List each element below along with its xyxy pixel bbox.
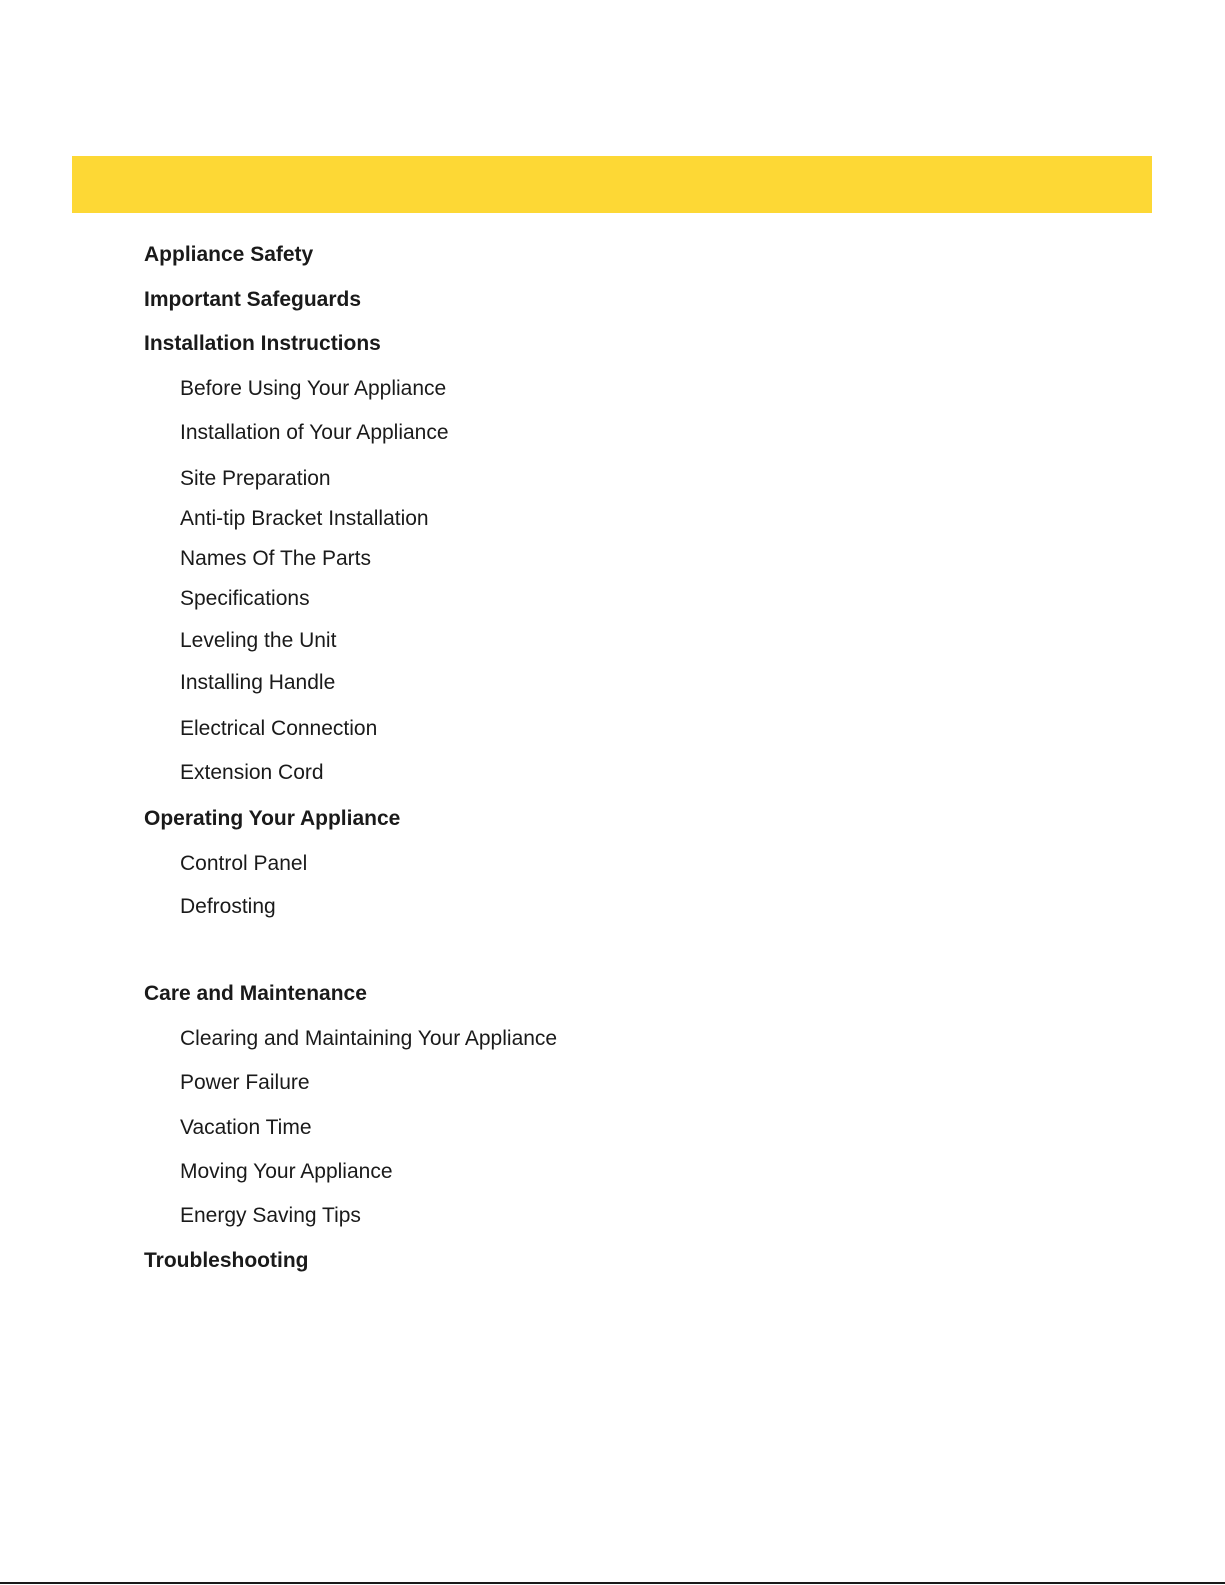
toc-item-defrosting: Defrosting	[180, 895, 276, 918]
bottom-divider	[0, 1582, 1225, 1584]
toc-item-anti-tip-bracket: Anti-tip Bracket Installation	[180, 507, 429, 530]
toc-heading-troubleshooting: Troubleshooting	[144, 1249, 309, 1272]
toc-heading-care-maintenance: Care and Maintenance	[144, 982, 367, 1005]
toc-item-vacation-time: Vacation Time	[180, 1116, 312, 1139]
toc-item-installation-of-appliance: Installation of Your Appliance	[180, 421, 449, 444]
header-banner	[72, 156, 1152, 213]
toc-heading-appliance-safety: Appliance Safety	[144, 243, 314, 266]
toc-item-names-of-parts: Names Of The Parts	[180, 547, 372, 570]
toc-heading-operating-appliance: Operating Your Appliance	[144, 807, 401, 830]
toc-item-before-using: Before Using Your Appliance	[180, 377, 447, 400]
toc-heading-installation-instructions: Installation Instructions	[144, 332, 381, 355]
toc-item-control-panel: Control Panel	[180, 852, 308, 875]
toc-heading-important-safeguards: Important Safeguards	[144, 288, 362, 311]
toc-item-leveling-unit: Leveling the Unit	[180, 629, 337, 652]
toc-item-site-preparation: Site Preparation	[180, 467, 331, 490]
toc-item-power-failure: Power Failure	[180, 1071, 310, 1094]
toc-item-extension-cord: Extension Cord	[180, 761, 324, 784]
toc-item-specifications: Specifications	[180, 587, 310, 610]
toc-item-clearing-maintaining: Clearing and Maintaining Your Appliance	[180, 1027, 558, 1050]
toc-item-energy-saving-tips: Energy Saving Tips	[180, 1204, 361, 1227]
toc-item-installing-handle: Installing Handle	[180, 671, 336, 694]
toc-item-electrical-connection: Electrical Connection	[180, 717, 378, 740]
toc-item-moving-appliance: Moving Your Appliance	[180, 1160, 393, 1183]
